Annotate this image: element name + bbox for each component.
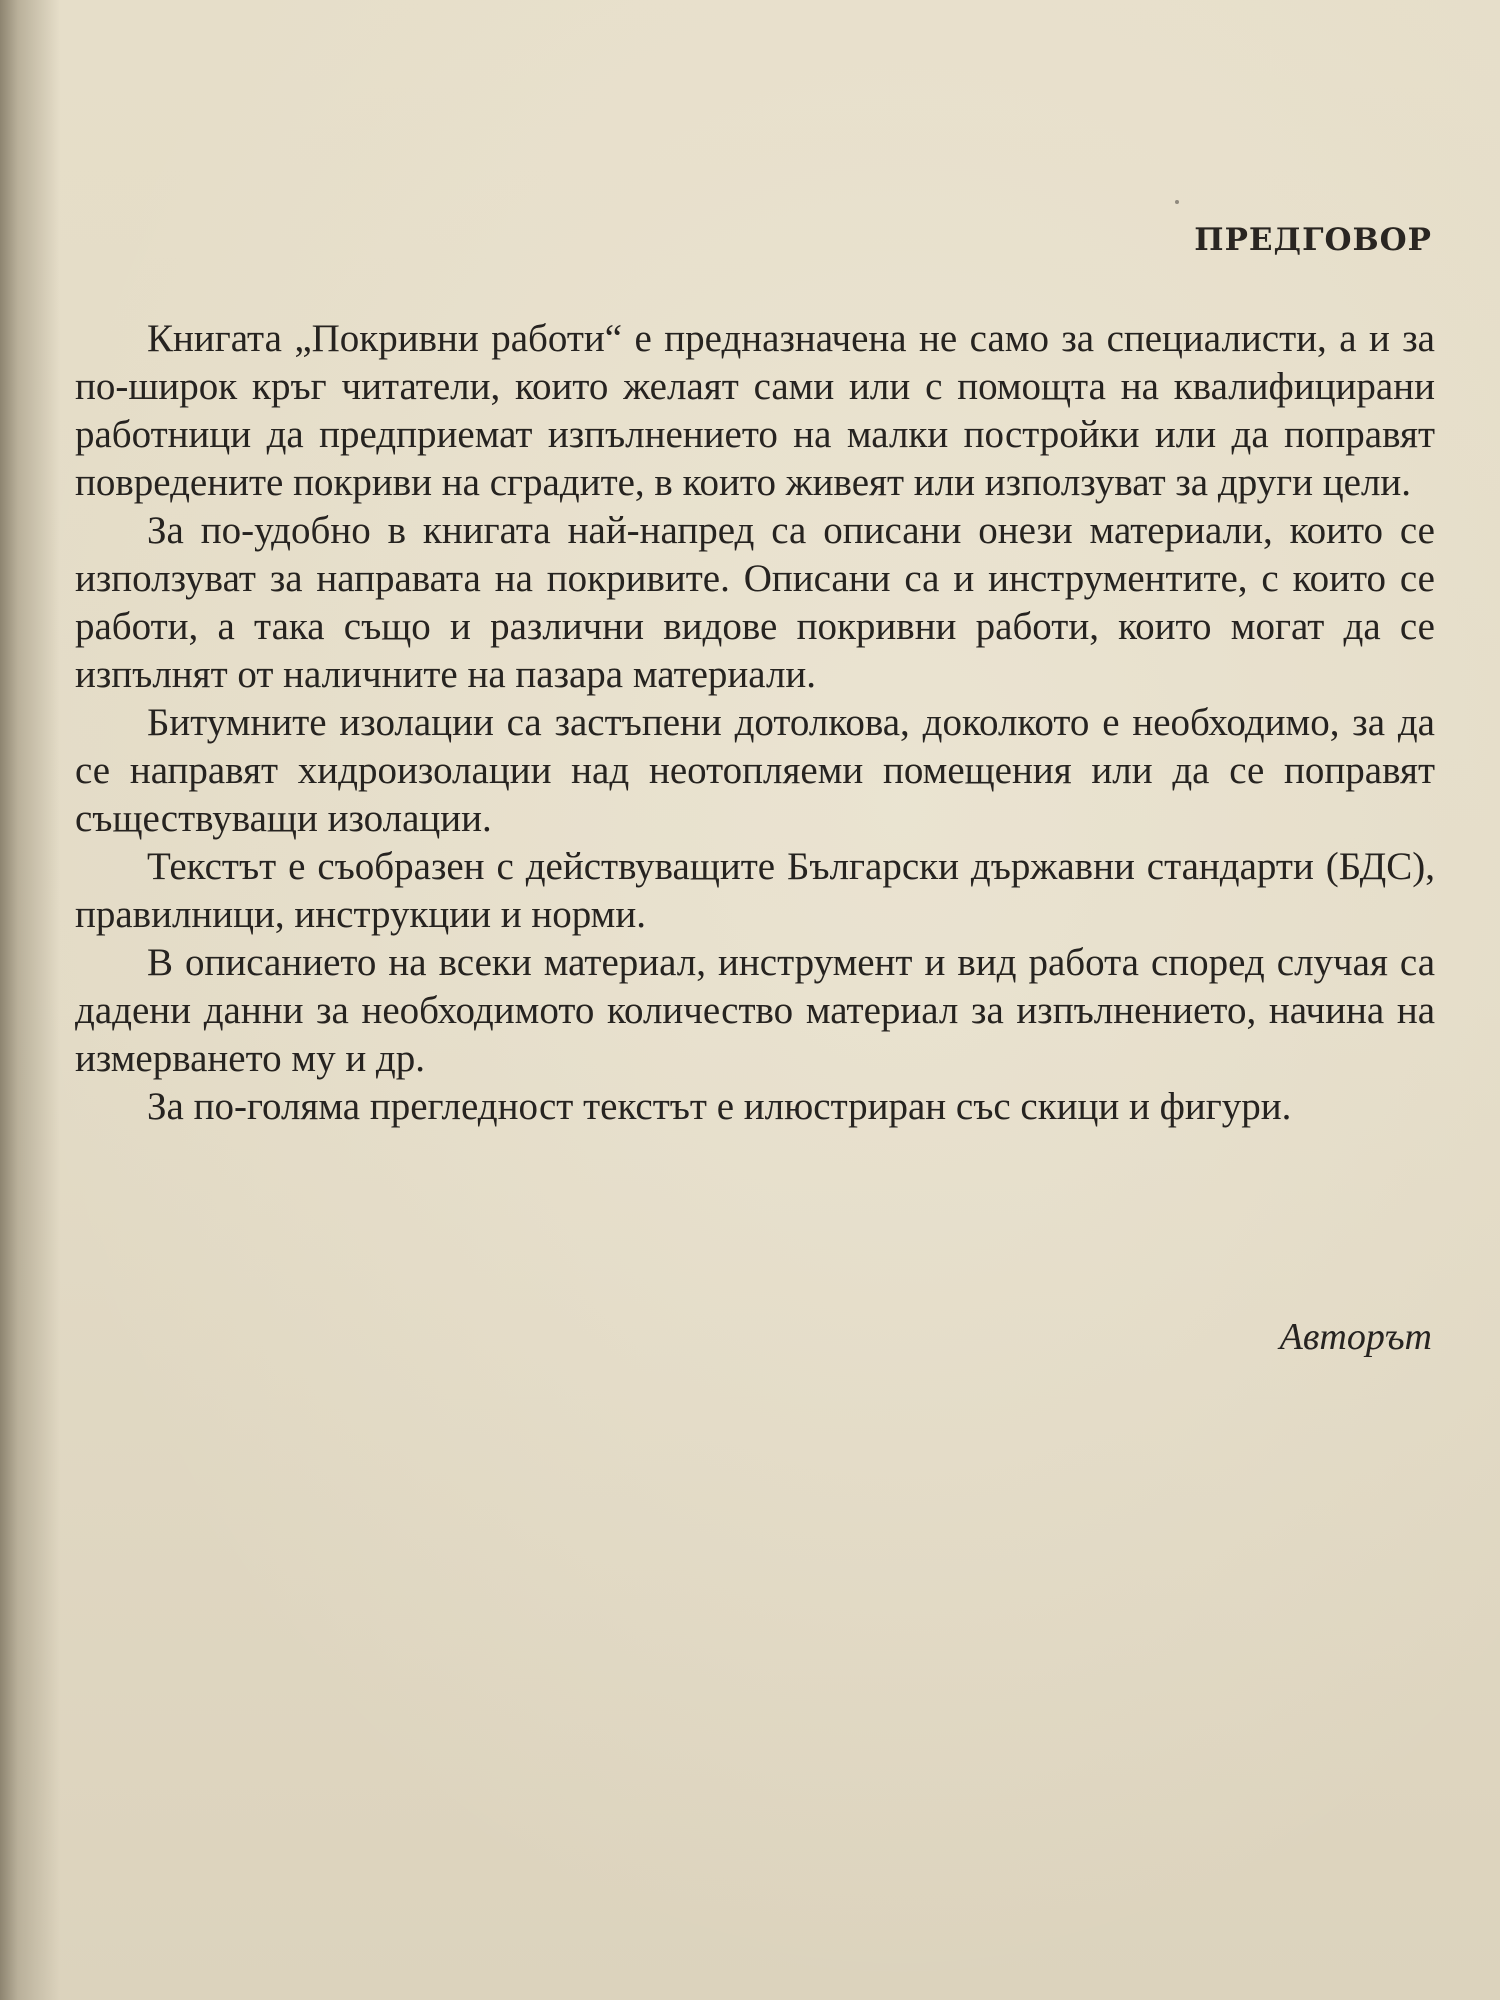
paragraph: Битумните изолации са застъпени дотолкова, доколкото е необходимо, за да се направят хидроизолации над неотопляеми помещения или да се поправят съществуващи изолации.	[75, 701, 1435, 840]
paragraph: В описанието на всеки материал, инструмент и вид работа според случая са дадени данни за необходимото количество материал за изпълнението, начина на измерването му и др.	[75, 941, 1435, 1080]
book-gutter-shadow	[0, 0, 60, 2000]
print-speck	[1175, 200, 1179, 204]
page-heading: ПРЕДГОВОР	[1194, 222, 1432, 258]
paragraph: Книгата „Покривни работи“ е предназначена не само за специалисти, а и за по-широк кръг читатели, които желаят сами или с помощта на квалифицирани работници да предприемат изпълнението на малки постройки или да поправят повредените покриви на сградите, в които живеят или използуват за други цели.	[75, 317, 1435, 504]
paragraph: Текстът е съобразен с действуващите Български държавни стандарти (БДС), правилници, инструкции и норми.	[75, 845, 1435, 936]
paragraph: За по-голяма прегледност текстът е илюстриран със скици и фигури.	[147, 1085, 1292, 1128]
author-signature: Авторът	[1279, 1316, 1432, 1358]
preface-body	[75, 315, 1435, 1131]
paragraph: За по-удобно в книгата най-напред са описани онези материали, които се използуват за направата на покривите. Описани са и инструментите, с които се работи, а така също и различни видове покривни работи, които могат да се изпълнят от наличните на пазара материали.	[75, 509, 1435, 696]
